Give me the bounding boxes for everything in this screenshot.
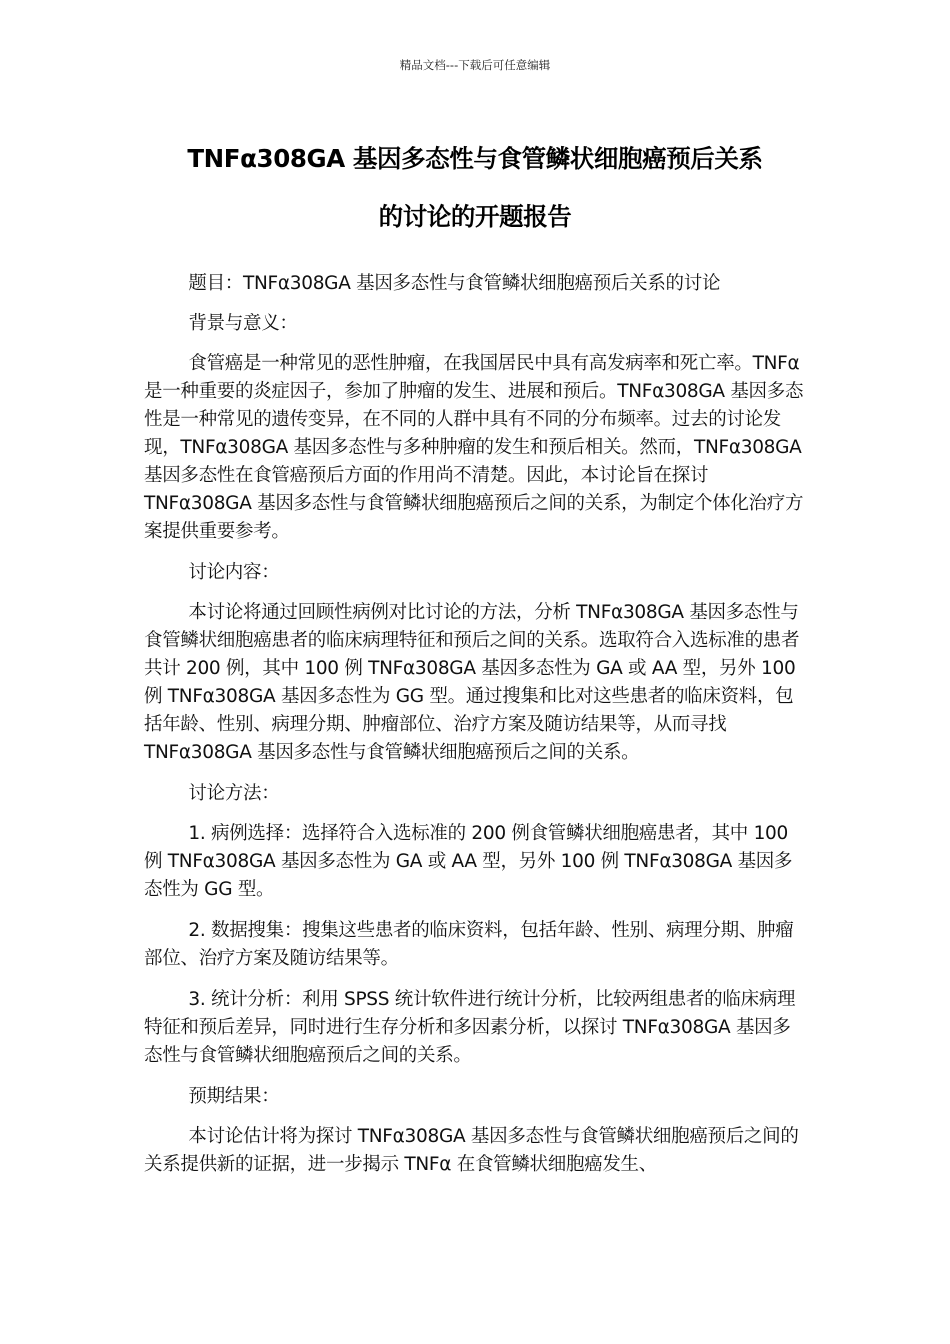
method-item-3: 3. 统计分析：利用 SPSS 统计软件进行统计分析，比较两组患者的临床病理特征和预后差异，同时进行生存分析和多因素分析，以探讨 TNFα308GA 基因多态性与食管鳞状细胞癌预后之间的关系。 xyxy=(144,989,796,1066)
document-body xyxy=(144,270,806,1185)
expected-paragraph: 本讨论估计将为探讨 TNFα308GA 基因多态性与食管鳞状细胞癌预后之间的关系提供新的证据，进一步揭示 TNFα 在食管鳞状细胞癌发生、 xyxy=(144,1126,799,1175)
background-heading: 背景与意义： xyxy=(188,313,298,334)
content-heading: 讨论内容： xyxy=(188,562,280,583)
expected-heading: 预期结果： xyxy=(188,1086,280,1107)
content-paragraph: 本讨论将通过回顾性病例对比讨论的方法，分析 TNFα308GA 基因多态性与食管鳞状细胞癌患者的临床病理特征和预后之间的关系。选取符合入选标准的患者共计 200 例，其中 100 例 TNFα308GA 基因多态性为 GA 或 AA 型，另外 100 例 TNFα308GA 基因多态性为 GG 型。通过搜集和比对这些患者的临床资料，包括年龄、性别、病理分期、肿瘤部位、治疗方案及随访结果等，从而寻找 TNFα308GA 基因多态性与食管鳞状细胞癌预后之间的关系。 xyxy=(144,602,800,763)
method-item-2: 2. 数据搜集：搜集这些患者的临床资料，包括年龄、性别、病理分期、肿瘤部位、治疗方案及随访结果等。 xyxy=(144,920,794,969)
document-title xyxy=(140,130,810,246)
method-item-1: 1. 病例选择：选择符合入选标准的 200 例食管鳞状细胞癌患者，其中 100 例 TNFα308GA 基因多态性为 GA 或 AA 型，另外 100 例 TNFα308GA 基因多态性为 GG 型。 xyxy=(144,823,793,900)
topic-line: 题目：TNFα308GA 基因多态性与食管鳞状细胞癌预后关系的讨论 xyxy=(188,273,721,294)
background-paragraph: 食管癌是一种常见的恶性肿瘤，在我国居民中具有高发病率和死亡率。TNFα 是一种重要的炎症因子，参加了肿瘤的发生、进展和预后。TNFα308GA 基因多态性是一种常见的遗传变异，在不同的人群中具有不同的分布频率。过去的讨论发现，TNFα308GA 基因多态性与多种肿瘤的发生和预后相关。然而，TNFα308GA 基因多态性在食管癌预后方面的作用尚不清楚。因此，本讨论旨在探讨 TNFα308GA 基因多态性与食管鳞状细胞癌预后之间的关系，为制定个体化治疗方案提供重要参考。 xyxy=(144,353,804,542)
title-line-1: TNFα308GA 基因多态性与食管鳞状细胞癌预后关系 xyxy=(187,144,763,173)
page-header: 精品文档---下载后可任意编辑 xyxy=(399,58,551,72)
title-line-2: 的讨论的开题报告 xyxy=(378,202,572,231)
method-heading: 讨论方法： xyxy=(188,783,280,804)
